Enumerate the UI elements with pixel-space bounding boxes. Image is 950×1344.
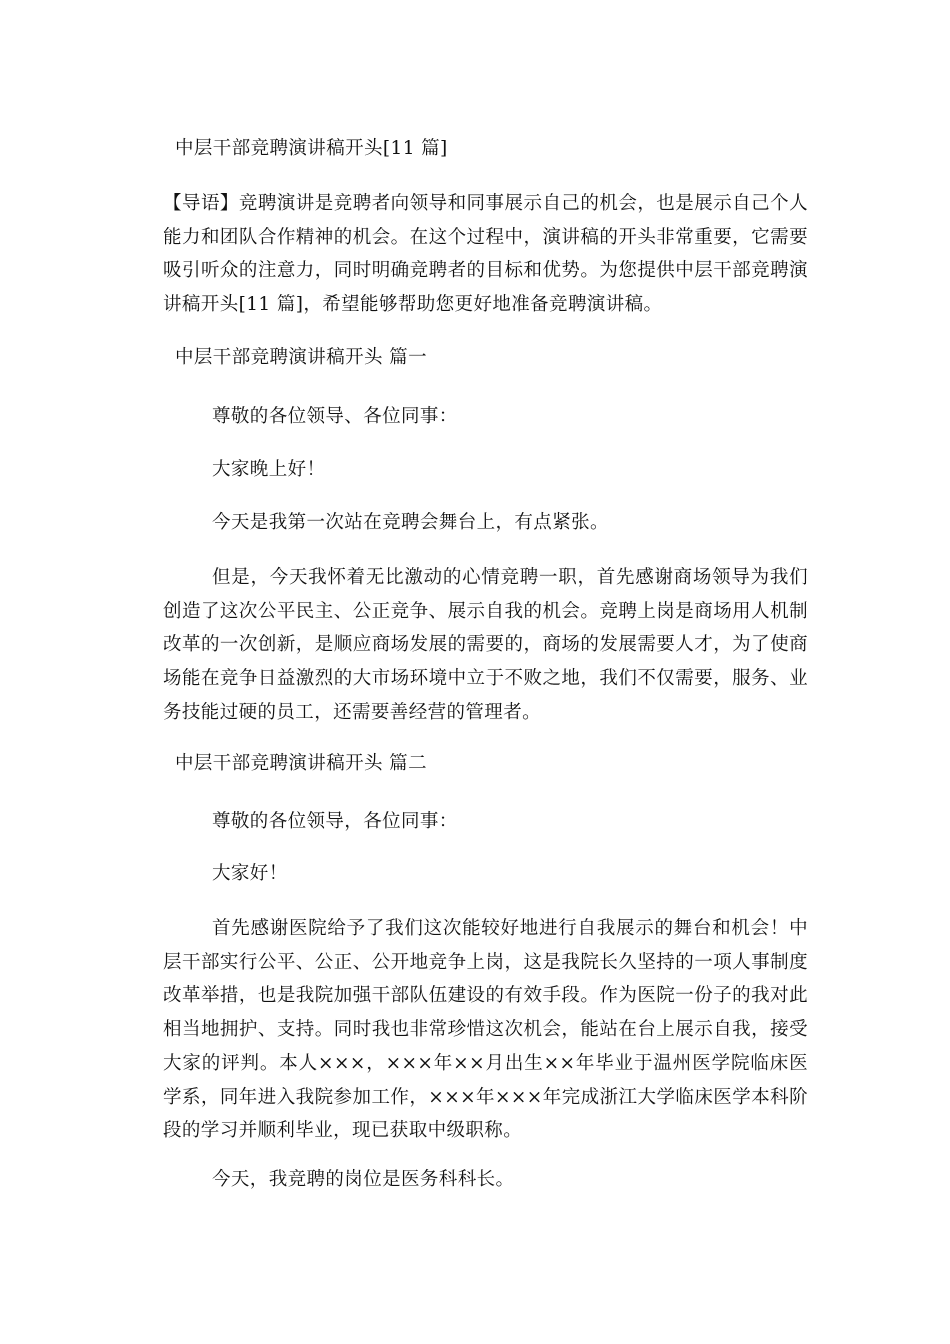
paragraph-1-1: 今天是我第一次站在竞聘会舞台上，有点紧张。 — [212, 512, 609, 533]
intro-paragraph: 【导语】竞聘演讲是竞聘者向领导和同事展示自己的机会，也是展示自己个人能力和团队合作精神的机会。在这个过程中，演讲稿的开头非常重要，它需要吸引听众的注意力，同时明确竞聘者的目标和优势。为您提供中层干部竞聘演讲稿开头[11 篇]，希望能够帮助您更好地准备竞聘演讲稿。 — [163, 193, 808, 316]
document-title: 中层干部竞聘演讲稿开头[11 篇] — [175, 138, 448, 159]
section-heading-2: 中层干部竞聘演讲稿开头 篇二 — [175, 753, 427, 774]
salutation-2: 尊敬的各位领导，各位同事： — [212, 811, 458, 832]
salutation-1: 尊敬的各位领导、各位同事： — [212, 406, 458, 427]
paragraph-2-2: 今天，我竞聘的岗位是医务科科长。 — [212, 1169, 515, 1190]
section-heading-1: 中层干部竞聘演讲稿开头 篇一 — [175, 347, 427, 368]
greeting-1: 大家晚上好！ — [212, 459, 326, 480]
paragraph-1-2: 但是，今天我怀着无比激动的心情竞聘一职，首先感谢商场领导为我们创造了这次公平民主、公正竞争、展示自我的机会。竞聘上岗是商场用人机制改革的一次创新，是顺应商场发展的需要的，商场的发展需要人才，为了使商场能在竞争日益激烈的大市场环境中立于不败之地，我们不仅需要，服务、业务技能过硬的员工，还需要善经营的管理者。 — [163, 567, 808, 723]
greeting-2: 大家好！ — [212, 863, 288, 884]
paragraph-2-1: 首先感谢医院给予了我们这次能较好地进行自我展示的舞台和机会！中层干部实行公平、公正、公开地竞争上岗，这是我院长久坚持的一项人事制度改革举措，也是我院加强干部队伍建设的有效手段。作为医院一份子的我对此相当地拥护、支持。同时我也非常珍惜这次机会，能站在台上展示自我，接受大家的评判。本人×××，×××年××月出生××年毕业于温州医学院临床医学系，同年进入我院参加工作，×××年×××年完成浙江大学临床医学本科阶段的学习并顺利毕业，现已获取中级职称。 — [163, 918, 808, 1142]
